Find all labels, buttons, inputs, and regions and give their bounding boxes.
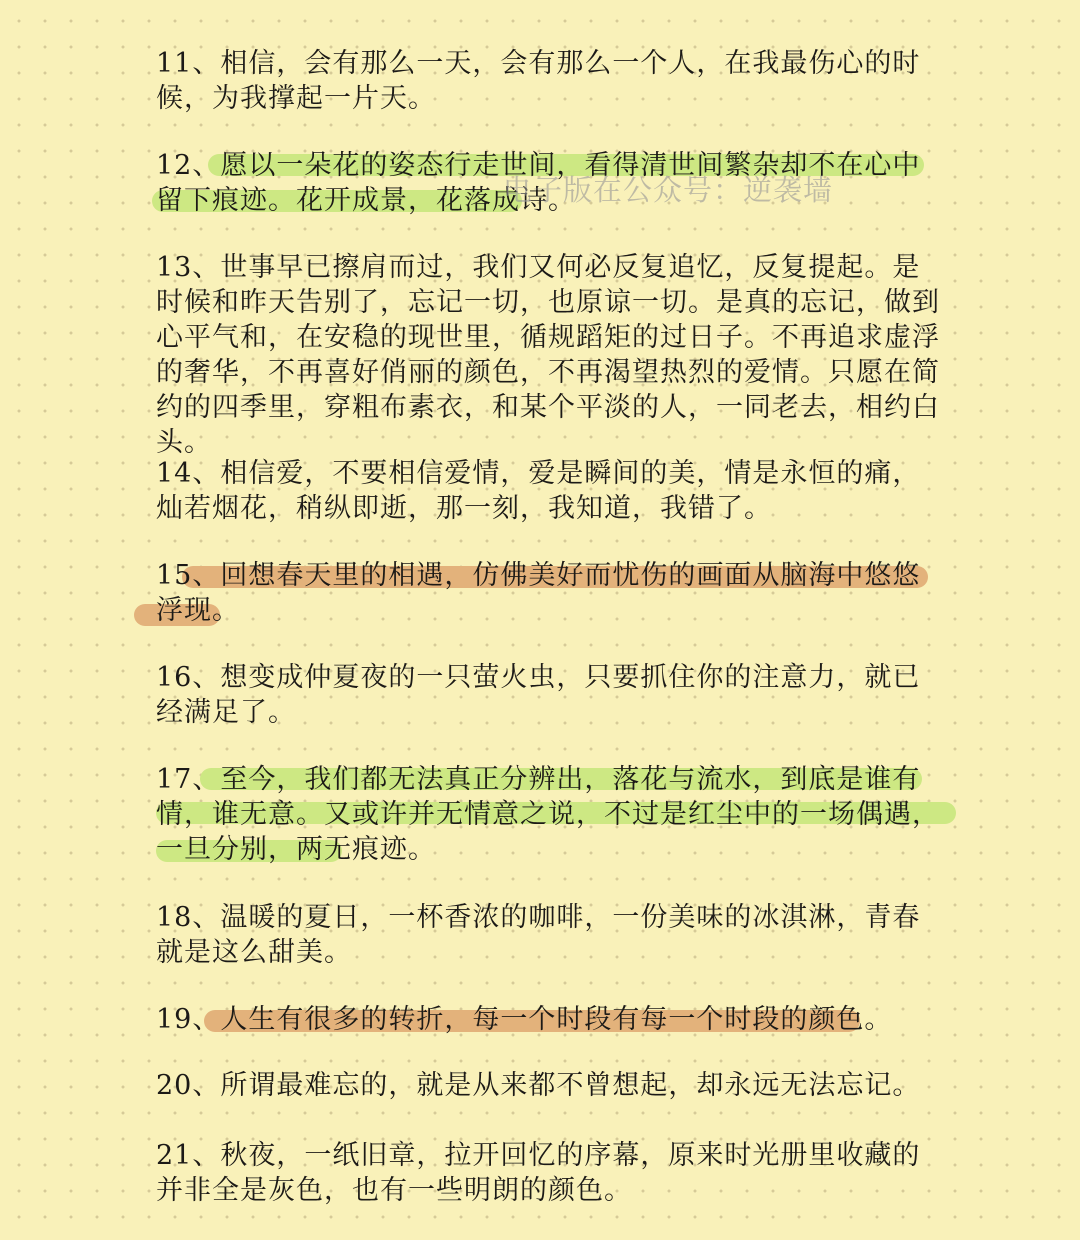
entry-18: 18、温暖的夏日，一杯香浓的咖啡，一份美味的冰淇淋，青春就是这么甜美。 <box>156 902 921 968</box>
entry-20: 20、所谓最难忘的，就是从来都不曾想起，却永远无法忘记。 <box>156 1070 921 1101</box>
entry-13: 13、世事早已擦肩而过，我们又何必反复追忆，反复提起。是时候和昨天告别了，忘记一切，也原谅一切。是真的忘记，做到心平气和，在安稳的现世里，循规蹈矩的过日子。不再追求虚浮的奢华，不再喜好俏丽的颜色，不再渴望热烈的爱情。只愿在简约的四季里，穿粗布素衣，和某个平淡的人，一同老去，相约白头。 <box>156 252 940 458</box>
entry-15: 15、回想春天里的相遇，仿佛美好而忧伤的画面从脑海中悠悠浮现。 <box>156 560 921 626</box>
entry-14: 14、相信爱，不要相信爱情，爱是瞬间的美，情是永恒的痛，灿若烟花，稍纵即逝，那一刻，我知道，我错了。 <box>156 458 921 524</box>
watermark: 电子版在公众号：逆袭墙 <box>503 173 834 207</box>
entry-12: 12、愿以一朵花的姿态行走世间，看得清世间繁杂却不在心中留下痕迹。花开成景，花落成诗。 <box>156 150 921 216</box>
entry-17: 17、至今，我们都无法真正分辨出，落花与流水，到底是谁有情，谁无意。又或许并无情意之说，不过是红尘中的一场偶遇，一旦分别，两无痕迹。 <box>156 764 940 865</box>
entry-11: 11、相信，会有那么一天，会有那么一个人，在我最伤心的时候，为我撑起一片天。 <box>156 48 921 114</box>
entry-19: 19、人生有很多的转折，每一个时段有每一个时段的颜色。 <box>156 1004 893 1035</box>
entry-21: 21、秋夜，一纸旧章，拉开回忆的序幕，原来时光册里收藏的并非全是灰色，也有一些明朗的颜色。 <box>156 1140 921 1206</box>
entry-16: 16、想变成仲夏夜的一只萤火虫，只要抓住你的注意力，就已经满足了。 <box>156 662 921 728</box>
